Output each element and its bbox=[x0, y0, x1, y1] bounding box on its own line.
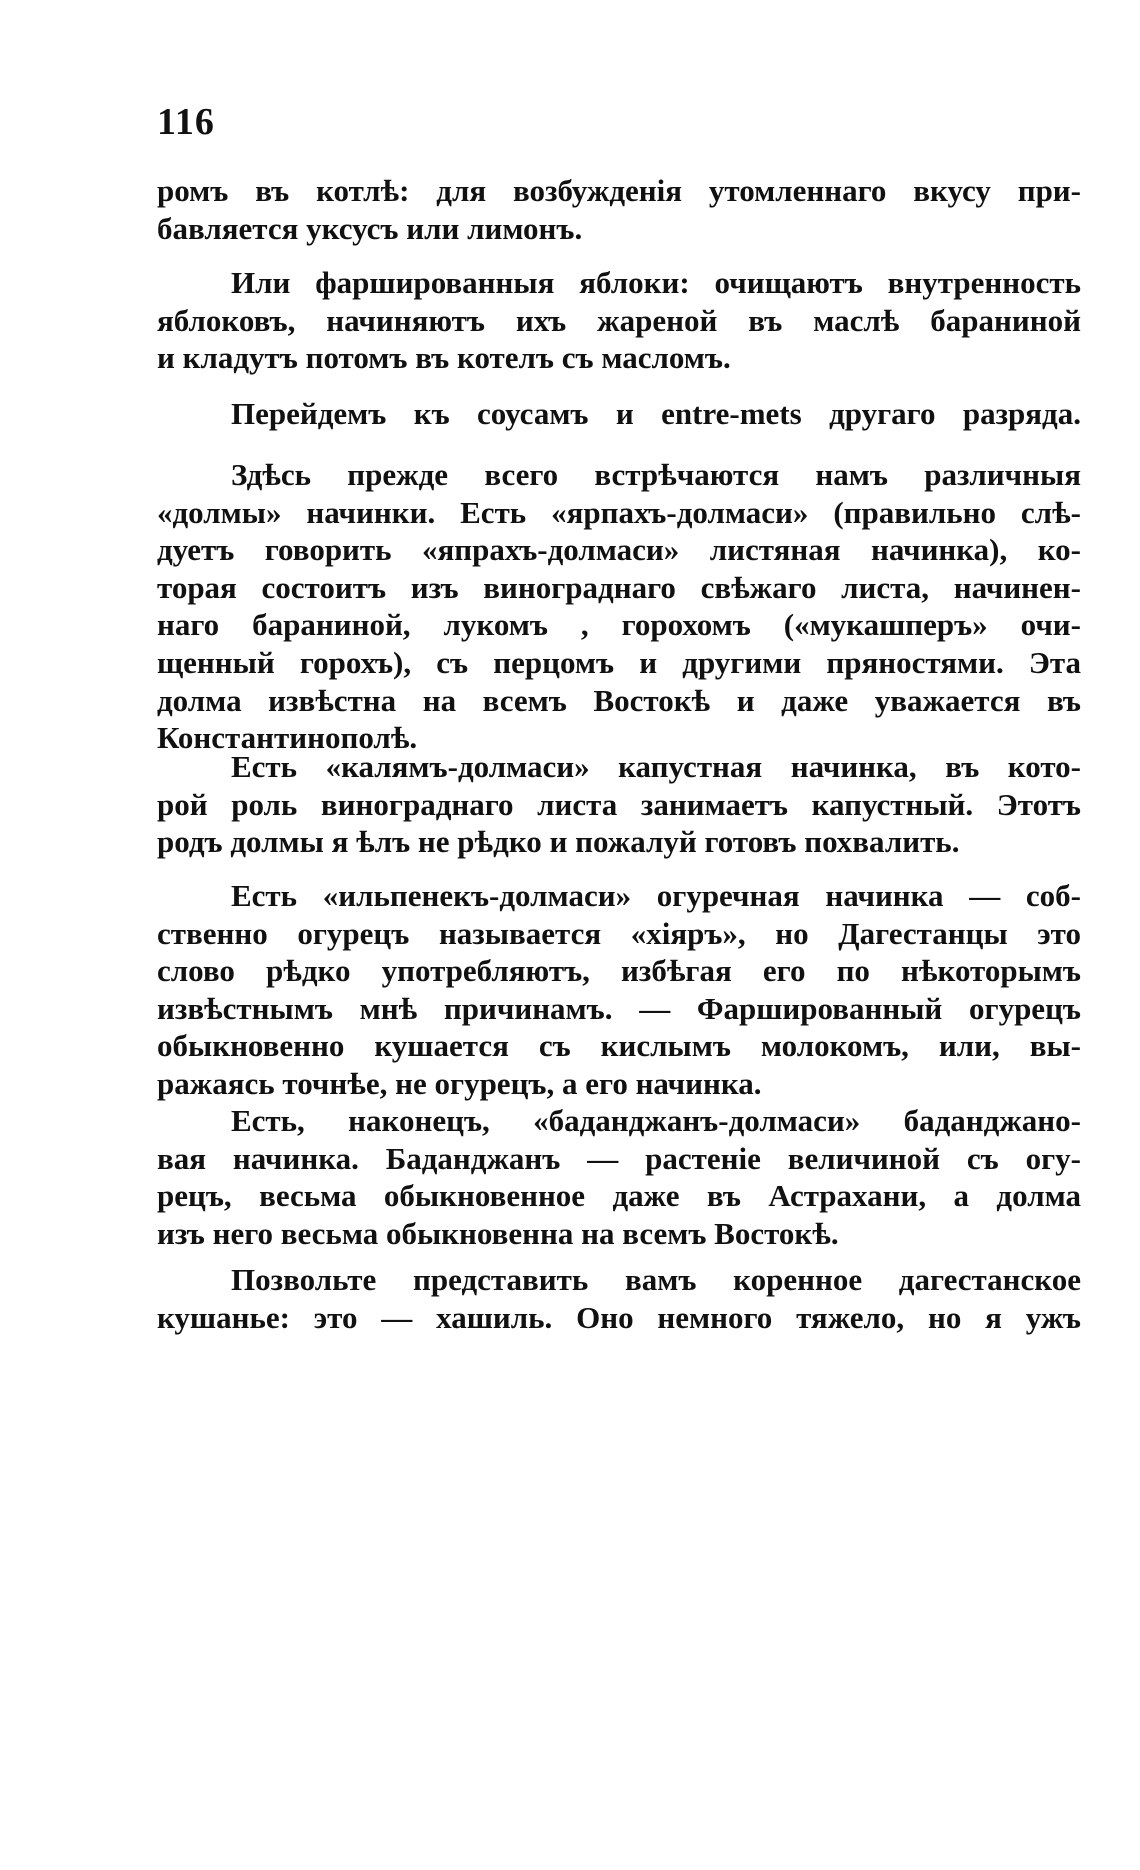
text-line: Перейдемъ къ соусамъ и entre-mets другаго разряда. bbox=[231, 396, 1081, 431]
paragraph-7 bbox=[157, 1102, 1081, 1252]
paragraph-3 bbox=[157, 395, 1081, 433]
paragraph-8 bbox=[157, 1261, 1081, 1336]
text-line: Есть «ильпенекъ-долмаси» огуречная начинка — соб- bbox=[231, 878, 1081, 913]
text-line: долма извѣстна на всемъ Востокѣ и даже уважается въ bbox=[157, 682, 1081, 718]
paragraph-2 bbox=[157, 264, 1081, 377]
text-line: Есть «калямъ-долмаси» капустная начинка, въ кото- bbox=[231, 749, 1081, 784]
text-line: извѣстнымъ мнѣ причинамъ. — Фаршированный огурецъ bbox=[157, 990, 1081, 1026]
text-line: Позвольте представить вамъ коренное дагестанское bbox=[231, 1262, 1081, 1297]
paragraph-5 bbox=[157, 748, 1081, 861]
text-line: Константинополѣ. bbox=[157, 720, 418, 756]
paragraph-6 bbox=[157, 877, 1081, 1103]
text-line: торая состоитъ изъ винограднаго свѣжаго листа, начинен- bbox=[157, 569, 1081, 605]
page-number: 116 bbox=[157, 101, 215, 143]
text-line: ромъ въ котлѣ: для возбужденія утомленнаго вкусу при- bbox=[157, 173, 1081, 208]
paragraph-4 bbox=[157, 456, 1081, 757]
text-line: щенный горохъ), съ перцомъ и другими пряностями. Эта bbox=[157, 644, 1081, 680]
text-line: обыкновенно кушается съ кислымъ молокомъ, или, вы- bbox=[157, 1028, 1081, 1064]
text-line: и кладутъ потомъ въ котелъ съ масломъ. bbox=[157, 340, 731, 376]
text-line: кушанье: это — хашиль. Оно немного тяжело, но я ужъ bbox=[157, 1299, 1081, 1335]
text-line: вая начинка. Баданджанъ — растеніе величиной съ огу- bbox=[157, 1140, 1081, 1176]
text-line: ражаясь точнѣе, не огурецъ, а его начинка. bbox=[157, 1065, 762, 1101]
text-line: Есть, наконецъ, «баданджанъ-долмаси» баданджано- bbox=[231, 1103, 1081, 1138]
text-line: «долмы» начинки. Есть «ярпахъ-долмаси» (правильно слѣ- bbox=[157, 494, 1081, 530]
text-line: слово рѣдко употребляютъ, избѣгая его по нѣкоторымъ bbox=[157, 953, 1081, 989]
text-line: Здѣсь прежде всего встрѣчаются намъ различныя bbox=[231, 457, 1081, 492]
text-line: ственно огурецъ называется «хіяръ», но Дагестанцы это bbox=[157, 915, 1081, 951]
text-line: изъ него весьма обыкновенна на всемъ Востокѣ. bbox=[157, 1215, 839, 1251]
text-line: рой роль винограднаго листа занимаетъ капустный. Этотъ bbox=[157, 786, 1081, 822]
text-line: рецъ, весьма обыкновенное даже въ Астрахани, а долма bbox=[157, 1178, 1081, 1214]
text-line: родъ долмы я ѣлъ не рѣдко и пожалуй готовъ похвалить. bbox=[157, 824, 960, 860]
text-line: бавляется уксусъ или лимонъ. bbox=[157, 210, 583, 246]
text-line: яблоковъ, начиняютъ ихъ жареной въ маслѣ бараниной bbox=[157, 302, 1081, 338]
text-line: наго бараниной, лукомъ , горохомъ («мукашперъ» очи- bbox=[157, 607, 1081, 643]
text-line: Или фаршированныя яблоки: очищаютъ внутренность bbox=[231, 265, 1081, 300]
text-line: дуетъ говорить «япрахъ-долмаси» листяная начинка), ко- bbox=[157, 532, 1081, 568]
paragraph-1 bbox=[157, 172, 1081, 247]
